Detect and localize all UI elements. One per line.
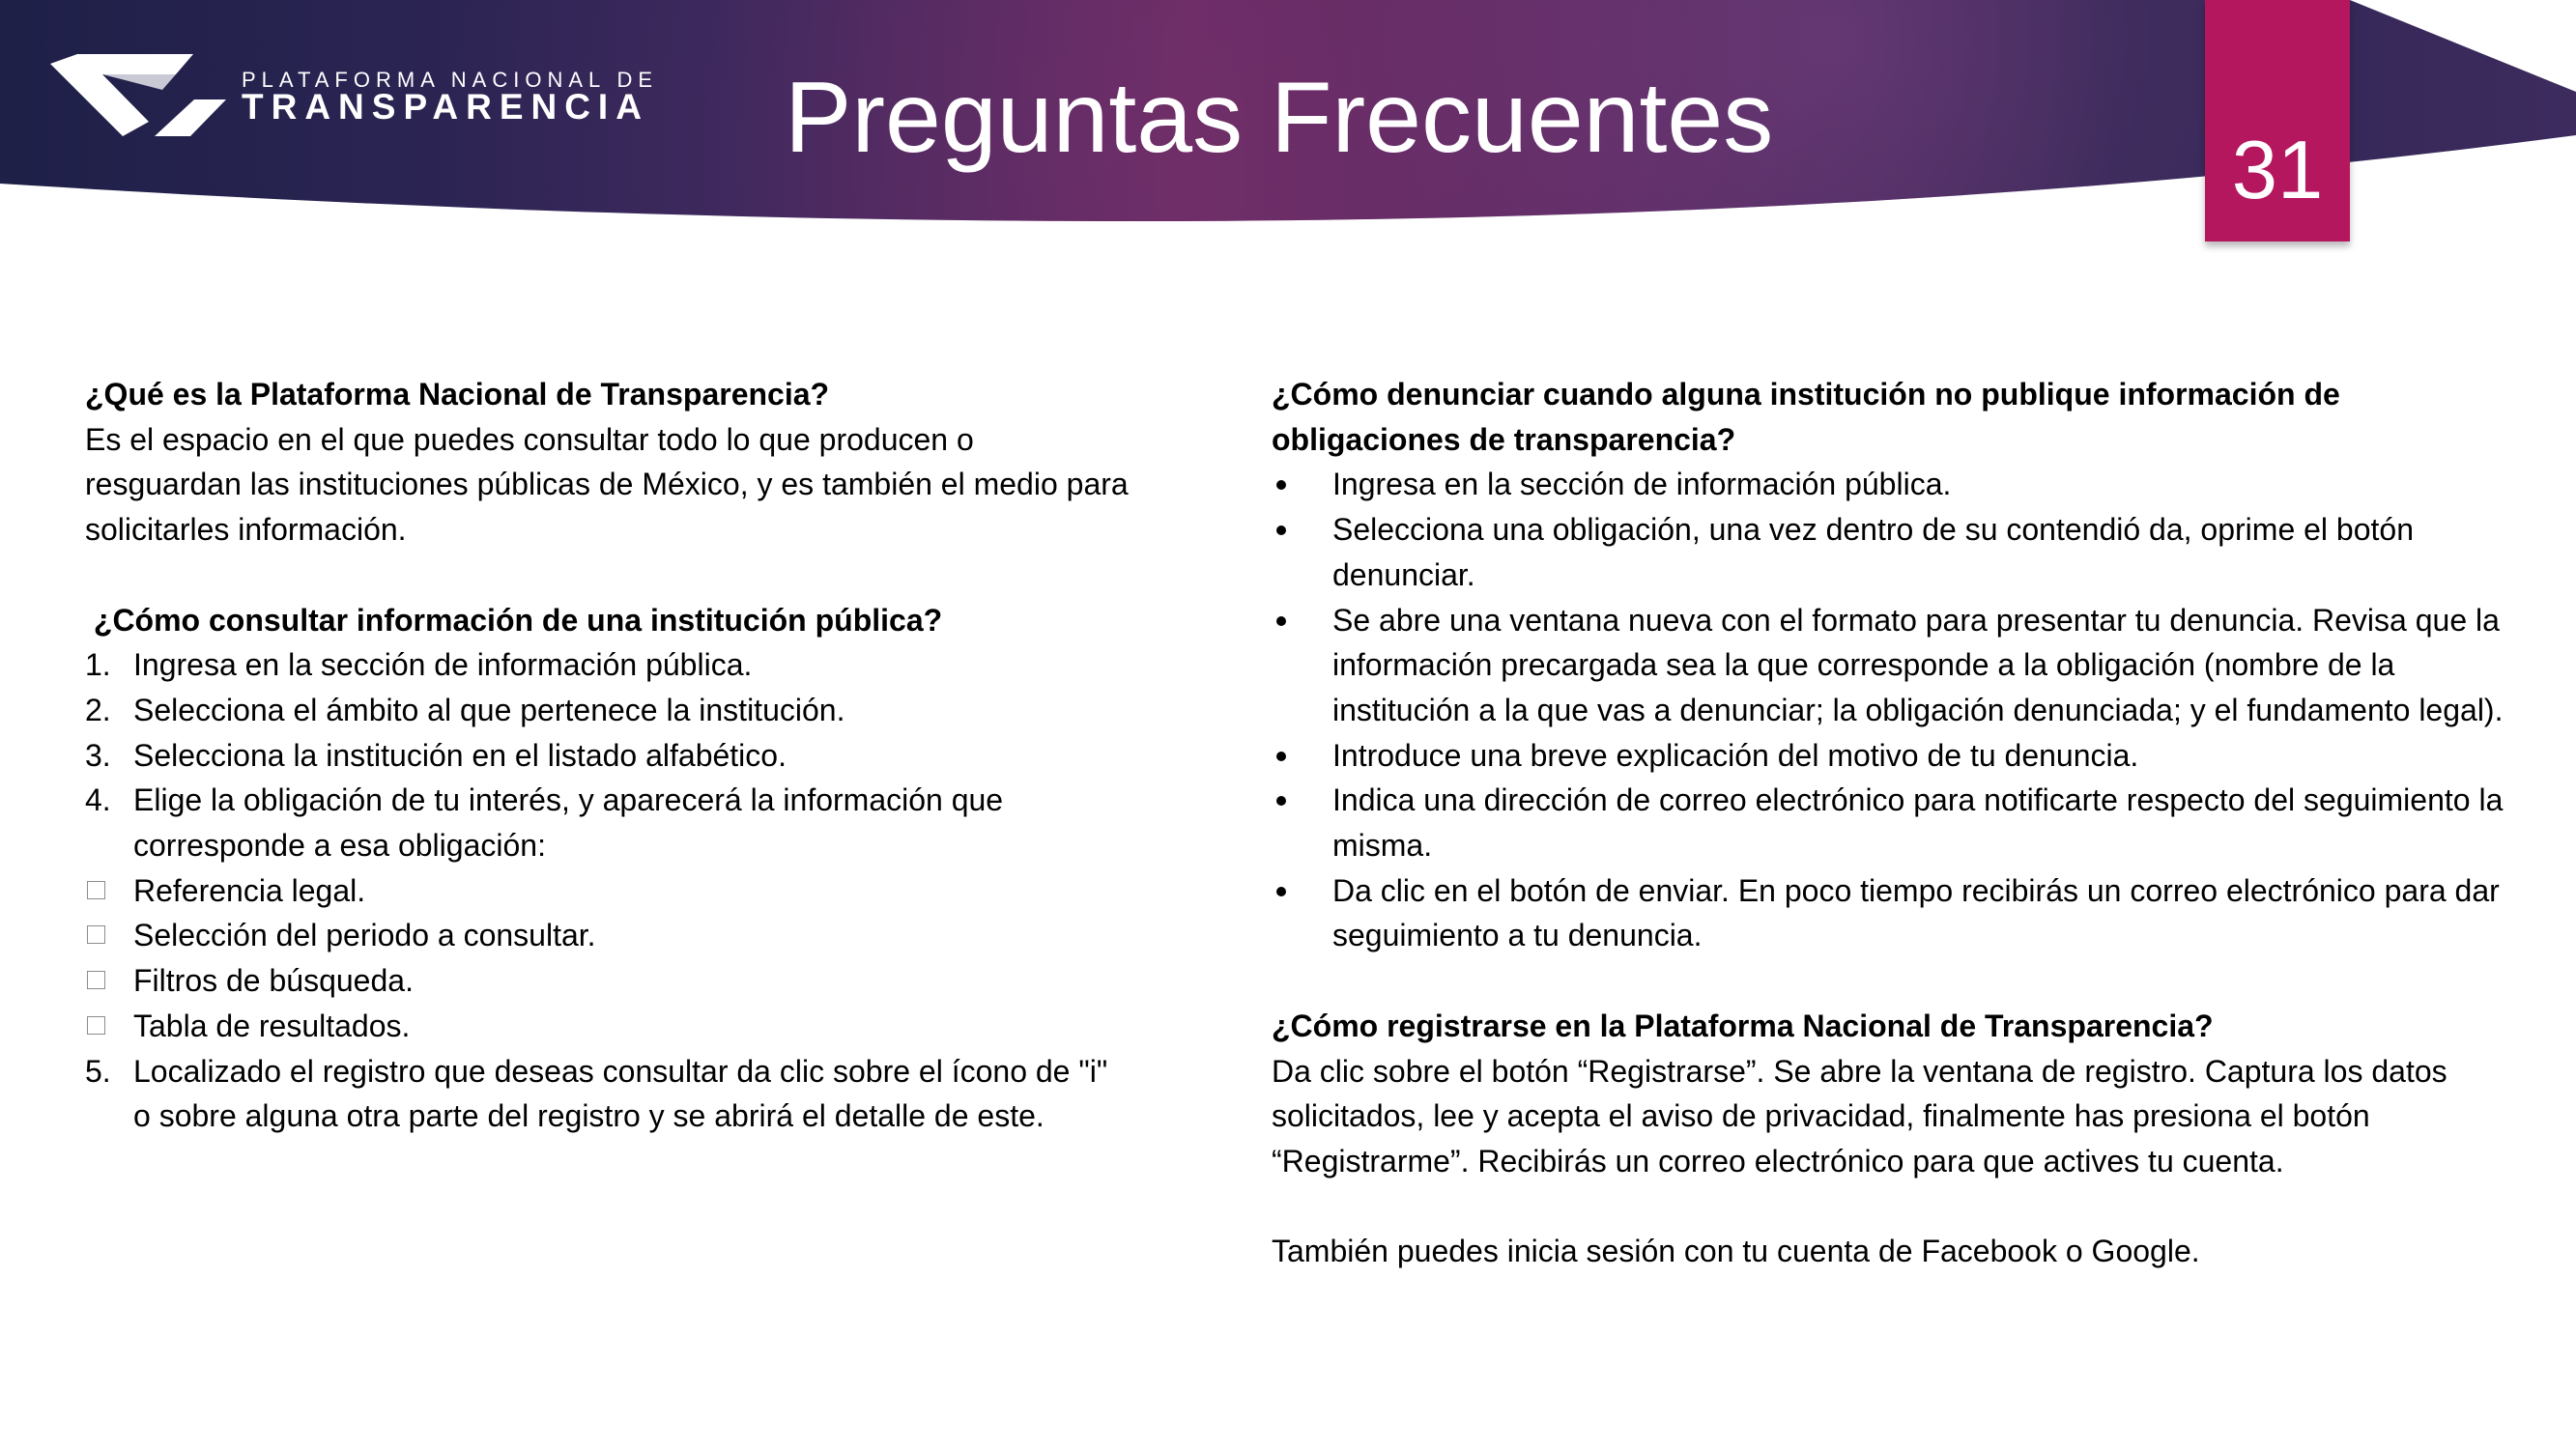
step-text: Selecciona el ámbito al que pertenece la institución. <box>133 692 845 727</box>
question-how-to-register: ¿Cómo registrarse en la Plataforma Nacional de Transparencia? <box>1272 1008 2214 1043</box>
sub-item-text: Tabla de resultados. <box>133 1008 411 1043</box>
sub-item <box>85 958 1129 1004</box>
step-text: Selecciona la institución en el listado alfabético. <box>133 737 787 773</box>
bullet-item <box>1272 598 2518 733</box>
page-number: 31 <box>2231 125 2324 216</box>
bullet-marker <box>1272 778 1332 823</box>
logo-text-line2: TRANSPARENCIA <box>242 87 649 127</box>
bullet-icon <box>1276 526 1286 535</box>
square-bullet-icon <box>87 881 105 899</box>
step-text: Elige la obligación de tu interés, y aparecerá la información que corresponde a esa obligación: <box>133 782 1004 864</box>
numbered-step <box>85 733 1129 779</box>
bullet-text: Ingresa en la sección de información pública. <box>1332 467 1952 502</box>
right-column <box>1272 372 2518 1274</box>
register-social-note: También puedes inicia sesión con tu cuenta de Facebook o Google. <box>1272 1234 2200 1269</box>
spacer <box>1272 1184 2518 1230</box>
bullet-icon <box>1276 796 1286 806</box>
step-number: 5. <box>85 1053 111 1089</box>
bullet-marker <box>1272 462 1332 507</box>
sub-item-marker <box>85 958 133 1004</box>
page-number-badge <box>2205 0 2350 242</box>
sub-item <box>85 868 1129 914</box>
sub-item-text: Selección del periodo a consultar. <box>133 918 596 953</box>
logo-text-line1: PLATAFORMA NACIONAL DE <box>242 68 659 92</box>
bullet-item <box>1272 733 2518 779</box>
sub-item-marker <box>85 913 133 958</box>
bullet-text: Da clic en el botón de enviar. En poco tiempo recibirás un correo electrónico para dar seguimiento a tu denuncia. <box>1332 872 2500 953</box>
sub-item-marker <box>85 868 133 914</box>
question-what-is-pnt: ¿Qué es la Plataforma Nacional de Transparencia? <box>85 377 830 412</box>
bullet-item <box>1272 462 2518 507</box>
answer-what-is-pnt: Es el espacio en el que puedes consultar todo lo que producen o resguardan las instituciones públicas de México, y es también el medio para solicitarles información. <box>85 421 1129 548</box>
bullet-marker <box>1272 868 1332 914</box>
square-bullet-icon <box>87 925 105 944</box>
bullet-text: Selecciona una obligación, una vez dentro de su contendió da, oprime el botón denunciar. <box>1332 512 2414 592</box>
bullet-text: Se abre una ventana nueva con el formato para presentar tu denuncia. Revisa que la información precargada sea la que corresponde a la obligación (nombre de la institución a la que vas a denunciar; la obligación denunciada; y el fundamento legal). <box>1332 602 2504 727</box>
square-bullet-icon <box>87 971 105 989</box>
sub-item-text: Referencia legal. <box>133 872 366 908</box>
step-number: 3. <box>85 737 111 773</box>
bullet-icon <box>1276 887 1286 896</box>
numbered-step <box>85 642 1129 688</box>
numbered-step <box>85 778 1129 867</box>
numbered-step <box>85 1049 1129 1139</box>
spacer <box>85 553 1129 598</box>
bullet-marker <box>1272 598 1332 643</box>
bullet-icon <box>1276 480 1286 490</box>
step-number: 2. <box>85 692 111 727</box>
bullet-item <box>1272 868 2518 958</box>
sub-item <box>85 913 1129 958</box>
bullet-icon <box>1276 752 1286 761</box>
sub-item-marker <box>85 1004 133 1049</box>
bullet-text: Introduce una breve explicación del motivo de tu denuncia. <box>1332 737 2139 773</box>
answer-how-to-register: Da clic sobre el botón “Registrarse”. Se abre la ventana de registro. Captura los datos solicitados, lee y acepta el aviso de privacidad, finalmente has presiona el botón “Registrarme”. Recibirás un correo electrónico para que actives tu cuenta. <box>1272 1053 2447 1179</box>
step-number: 4. <box>85 782 111 818</box>
sub-item <box>85 1004 1129 1049</box>
numbered-step <box>85 688 1129 733</box>
bullet-text: Indica una dirección de correo electrónico para notificarte respecto del seguimiento la misma. <box>1332 782 2504 864</box>
sub-item-text: Filtros de búsqueda. <box>133 963 414 999</box>
step-number: 1. <box>85 647 111 683</box>
bullet-marker <box>1272 733 1332 779</box>
left-column <box>85 372 1129 1139</box>
square-bullet-icon <box>87 1016 105 1035</box>
question-how-to-report: ¿Cómo denunciar cuando alguna institución no publique información de obligaciones de transparencia? <box>1272 377 2349 457</box>
bullet-item <box>1272 507 2518 597</box>
question-how-to-consult: ¿Cómo consultar información de una institución pública? <box>85 602 943 638</box>
bullet-item <box>1272 778 2518 867</box>
bullet-icon <box>1276 616 1286 626</box>
spacer <box>1272 958 2518 1004</box>
slide-title: Preguntas Frecuentes <box>785 62 1774 174</box>
step-text: Localizado el registro que deseas consultar da clic sobre el ícono de "i" o sobre alguna otra parte del registro y se abrirá el detalle de este. <box>133 1053 1108 1134</box>
bullet-marker <box>1272 507 1332 553</box>
step-text: Ingresa en la sección de información pública. <box>133 647 753 683</box>
